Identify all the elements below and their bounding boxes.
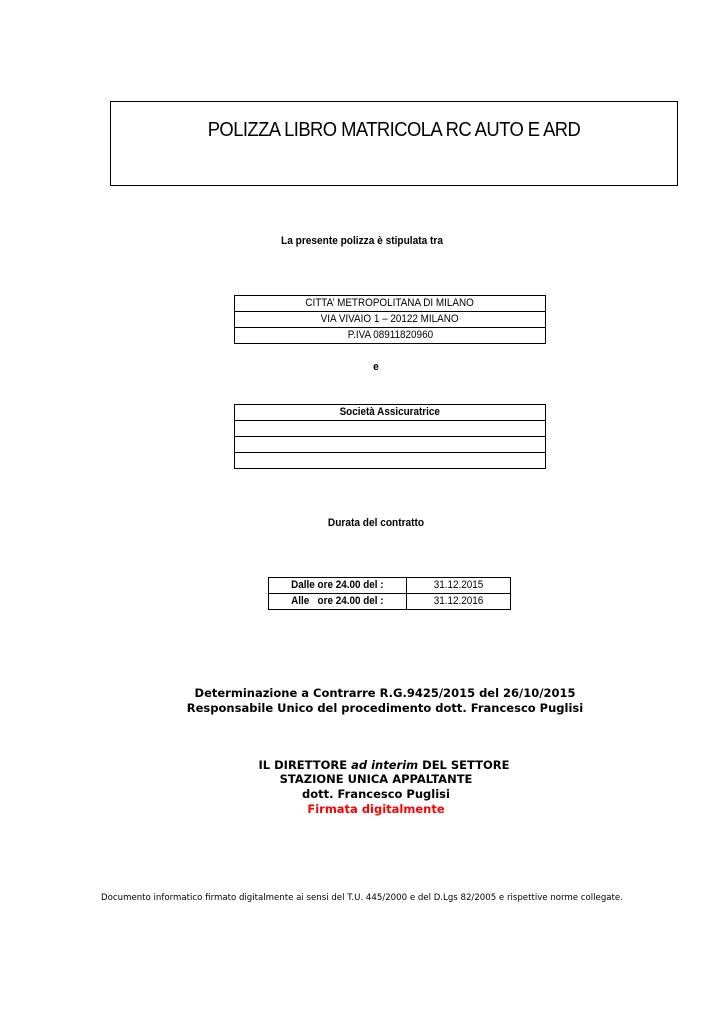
duration-table [268,577,511,610]
duration-row [269,578,511,594]
rup-line: Responsabile Unico del procedimento dott. Francesco Puglisi [186,701,584,715]
document-title: POLIZZA LIBRO MATRICOLA RC AUTO E ARD [207,119,581,141]
party2-row [235,453,546,469]
party2-row [235,437,546,453]
party2-table [234,404,546,469]
party2-row [235,421,546,437]
signature-title: IL DIRETTORE ad interim DEL SETTORE [258,758,510,772]
signature-office: STAZIONE UNICA APPALTANTE [279,772,473,786]
duration-start-label: Dalle ore 24.00 del : [269,578,407,594]
party1-address: VIA VIVAIO 1 – 20122 MILANO [235,312,546,328]
footer-note: Documento informatico firmato digitalmente ai sensi del T.U. 445/2000 e del D.Lgs 82/2005 e rispettive norme collegate. [101,893,623,903]
signature-name: dott. Francesco Puglisi [302,787,450,801]
duration-row [269,594,511,610]
party1-table [234,295,546,344]
conjunction-text: e [373,361,379,373]
party1-name: CITTA’ METROPOLITANA DI MILANO [235,296,546,312]
intro-text: La presente polizza è stipulata tra [281,235,443,247]
digital-signature-note: Firmata digitalmente [307,802,445,816]
party2-heading: Società Assicuratrice [235,405,546,421]
title-box [110,101,678,186]
determination-line: Determinazione a Contrarre R.G.9425/2015 del 26/10/2015 [194,686,576,700]
duration-end-label: Alle ore 24.00 del : [269,594,407,610]
duration-start-date: 31.12.2015 [407,578,511,594]
party1-vat: P.IVA 08911820960 [235,328,546,344]
duration-heading: Durata del contratto [327,517,425,529]
duration-end-date: 31.12.2016 [407,594,511,610]
